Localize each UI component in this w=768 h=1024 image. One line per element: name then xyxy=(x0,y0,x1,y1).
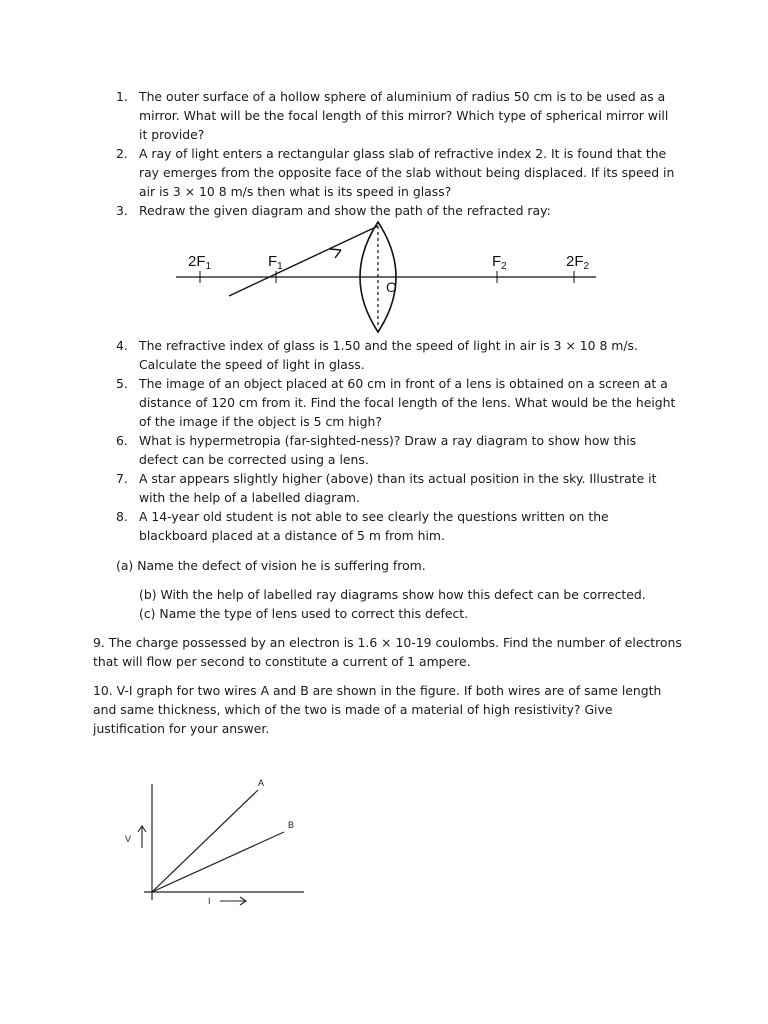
question-2 xyxy=(0,144,768,201)
line-b-label: B xyxy=(288,820,295,830)
question-number: 6. xyxy=(116,433,128,448)
question-text: The outer surface of a hollow sphere of aluminium of radius 50 cm is to be used as a mirror. What will be the focal length of this mirror? Which type of spherical mirror will it provide? xyxy=(139,89,669,142)
question-text: A star appears slightly higher (above) than its actual position in the sky. Illustrate it with the help of a labelled diagram. xyxy=(139,471,657,505)
question-9: 9. The charge possessed by an electron is 1.6 × 10-19 coulombs. Find the number of electrons that will flow per second to constitute a current of 1 ampere. xyxy=(93,635,682,669)
question-text: The image of an object placed at 60 cm in front of a lens is obtained on a screen at a distance of 120 cm from it. Find the focal length of the lens. What would be the height of the image if the object is 5 cm high? xyxy=(139,376,676,429)
label-2f1: $2F_1$ xyxy=(188,253,212,272)
question-number: 1. xyxy=(116,89,128,104)
line-b xyxy=(152,832,284,892)
question-text: Redraw the given diagram and show the path of the refracted ray: xyxy=(139,203,551,218)
up-arrow-icon xyxy=(138,826,146,848)
convex-lens-diagram xyxy=(170,214,610,340)
question-number: 7. xyxy=(116,471,128,486)
question-8-part-a: (a) Name the defect of vision he is suffering from. xyxy=(116,558,426,573)
question-10: 10. V-I graph for two wires A and B are shown in the figure. If both wires are of same length and same thickness, which of the two is made of a material of high resistivity? Give justification for your answer. xyxy=(93,683,662,736)
question-6 xyxy=(0,431,768,469)
right-arrow-icon xyxy=(220,897,246,905)
incident-ray xyxy=(229,226,378,296)
question-8-part-c: (c) Name the type of lens used to correct this defect. xyxy=(139,606,469,621)
i-axis-label: I xyxy=(208,896,211,906)
question-8-part-b: (b) With the help of labelled ray diagrams show how this defect can be corrected. xyxy=(139,587,646,602)
question-text: What is hypermetropia (far-sighted-ness)? Draw a ray diagram to show how this defect can be corrected using a lens. xyxy=(139,433,637,467)
label-optical-centre: O xyxy=(386,279,397,295)
question-7 xyxy=(0,469,768,507)
line-a-label: A xyxy=(258,778,265,788)
ray-arrow-icon xyxy=(330,249,341,258)
vi-graph xyxy=(118,770,318,910)
question-text: A 14-year old student is not able to see clearly the questions written on the blackboard placed at a distance of 5 m from him. xyxy=(139,509,609,543)
line-a xyxy=(152,790,258,892)
question-number: 3. xyxy=(116,203,128,218)
label-f1: $F_1$ xyxy=(268,253,283,272)
question-5 xyxy=(0,374,768,431)
question-number: 2. xyxy=(116,146,128,161)
question-list-part-2 xyxy=(0,336,768,545)
question-text: A ray of light enters a rectangular glass slab of refractive index 2. It is found that the ray emerges from the opposite face of the slab without being displaced. If its speed in air is 3 × 10 8 m/s then what is its speed in glass? xyxy=(139,146,675,199)
question-number: 5. xyxy=(116,376,128,391)
question-list-part-1 xyxy=(0,87,768,220)
question-number: 8. xyxy=(116,509,128,524)
label-f2: $F_2$ xyxy=(492,253,507,272)
question-4 xyxy=(0,336,768,374)
question-1 xyxy=(0,87,768,144)
question-text: The refractive index of glass is 1.50 and the speed of light in air is 3 × 10 8 m/s. Calculate the speed of light in glass. xyxy=(139,338,638,372)
question-number: 4. xyxy=(116,338,128,353)
v-axis-label: V xyxy=(125,834,132,844)
question-8 xyxy=(0,507,768,545)
label-2f2: $2F_2$ xyxy=(566,253,590,272)
